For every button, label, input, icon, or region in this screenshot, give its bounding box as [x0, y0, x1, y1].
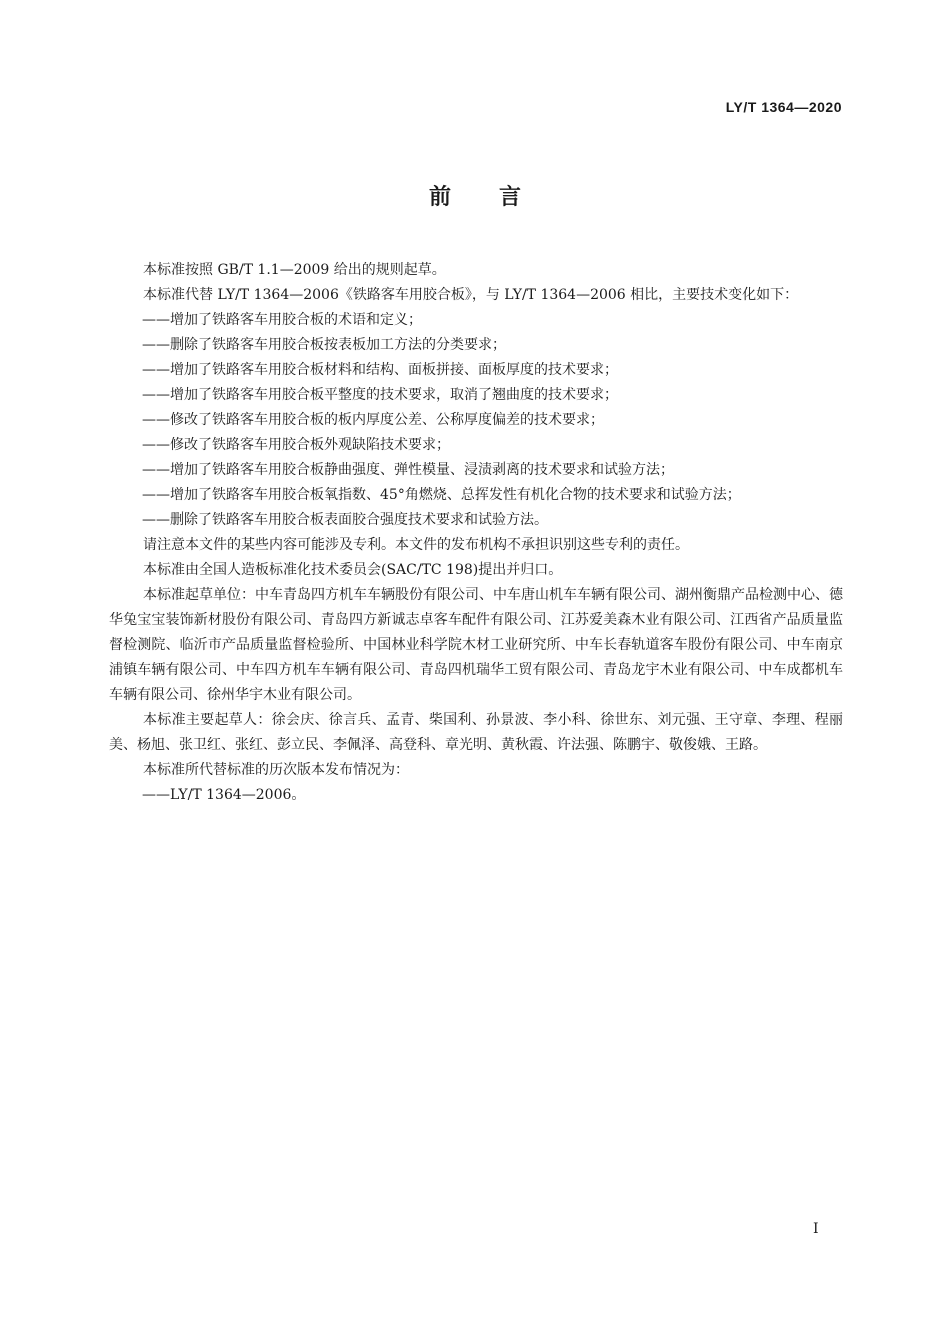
- page-title: 前言: [428, 185, 569, 210]
- standard-code: LY/T 1364—2020: [725, 99, 842, 115]
- paragraph-replacement: 本标准代替 LY/T 1364—2006《铁路客车用胶合板》，与 LY/T 1364—2006 相比，主要技术变化如下：: [143, 287, 799, 303]
- list-item: ——删除了铁路客车用胶合板表面胶合强度技术要求和试验方法。: [142, 512, 548, 528]
- page-number: I: [813, 1221, 819, 1237]
- list-item: ——修改了铁路客车用胶合板的板内厚度公差、公称厚度偏差的技术要求；: [142, 412, 604, 428]
- list-item: ——增加了铁路客车用胶合板氧指数、45°角燃烧、总挥发性有机化合物的技术要求和试验方法；: [142, 487, 741, 503]
- paragraph-committee: 本标准由全国人造板标准化技术委员会(SAC/TC 198)提出并归口。: [143, 562, 563, 578]
- paragraph-drafting-units: 本标准起草单位：中车青岛四方机车车辆股份有限公司、中车唐山机车车辆有限公司、湖州衡鼎产品检测中心、德华兔宝宝装饰新材股份有限公司、青岛四方新诚志卓客车配件有限公司、江苏爱美森木业有限公司、江西省产品质量监督检测院、临沂市产品质量监督检验所、中国林业科学院木材工业研究所、中车长春轨道客车股份有限公司、中车南京浦镇车辆有限公司、中车四方机车车辆有限公司、青岛四机瑞华工贸有限公司、青岛龙宇木业有限公司、中车成都机车车辆有限公司、徐州华宇木业有限公司。: [109, 587, 843, 703]
- list-item: ——增加了铁路客车用胶合板材料和结构、面板拼接、面板厚度的技术要求；: [142, 362, 618, 378]
- list-item: ——增加了铁路客车用胶合板的术语和定义；: [142, 312, 422, 328]
- foreword-body: [109, 258, 843, 808]
- history-item: ——LY/T 1364—2006。: [142, 787, 306, 803]
- paragraph-patent-notice: 请注意本文件的某些内容可能涉及专利。本文件的发布机构不承担识别这些专利的责任。: [143, 537, 689, 553]
- changes-list: [109, 308, 843, 533]
- list-item: ——增加了铁路客车用胶合板静曲强度、弹性模量、浸渍剥离的技术要求和试验方法；: [142, 462, 674, 478]
- paragraph-history: 本标准所代替标准的历次版本发布情况为：: [143, 762, 409, 778]
- list-item: ——删除了铁路客车用胶合板按表板加工方法的分类要求；: [142, 337, 506, 353]
- paragraph-drafting-rules: 本标准按照 GB/T 1.1—2009 给出的规则起草。: [143, 262, 446, 278]
- paragraph-drafters: 本标准主要起草人：徐会庆、徐言兵、孟青、柴国利、孙景波、李小科、徐世东、刘元强、王守章、李理、程丽美、杨旭、张卫红、张红、彭立民、李佩泽、高登科、章光明、黄秋霞、许法强、陈鹏宇、敬俊娥、王路。: [109, 712, 843, 753]
- list-item: ——增加了铁路客车用胶合板平整度的技术要求，取消了翘曲度的技术要求；: [142, 387, 618, 403]
- list-item: ——修改了铁路客车用胶合板外观缺陷技术要求；: [142, 437, 450, 453]
